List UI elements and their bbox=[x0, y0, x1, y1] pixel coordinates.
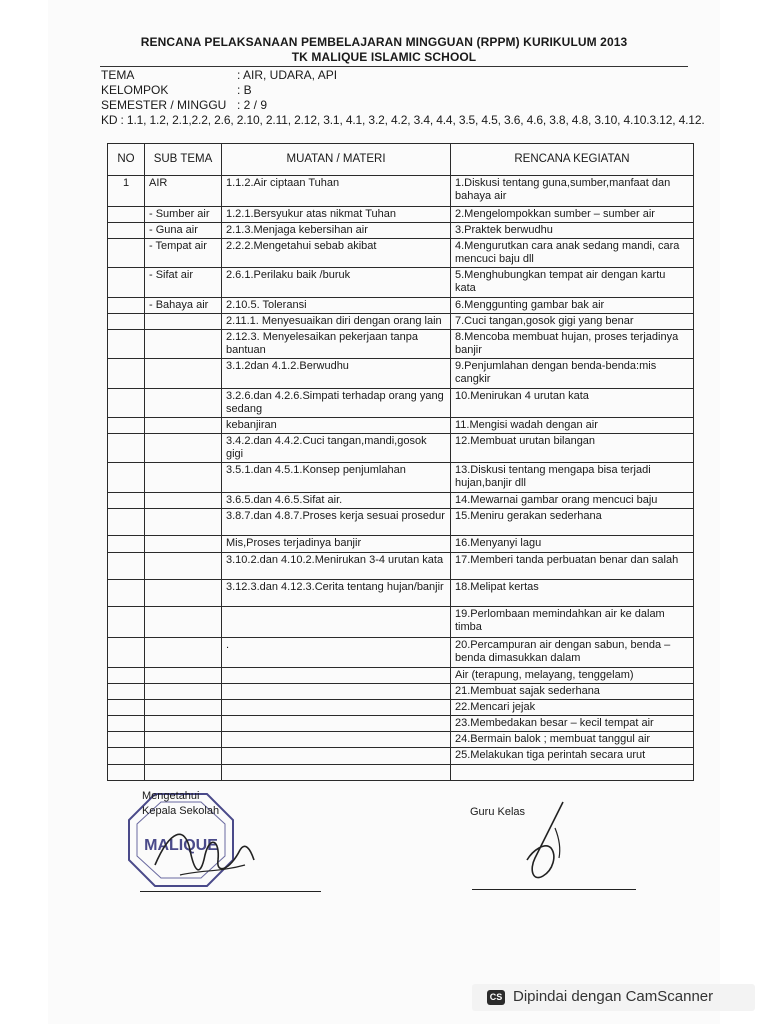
cell-rencana: 6.Menggunting gambar bak air bbox=[451, 298, 694, 314]
cell-no bbox=[108, 389, 145, 418]
cell-rencana: 23.Membedakan besar – kecil tempat air bbox=[451, 716, 694, 732]
cell-no bbox=[108, 223, 145, 239]
kelompok-label: KELOMPOK bbox=[101, 83, 169, 97]
cell-sub: - Guna air bbox=[145, 223, 222, 239]
cell-muatan: 3.5.1.dan 4.5.1.Konsep penjumlahan bbox=[222, 463, 451, 493]
cell-sub bbox=[145, 748, 222, 765]
table-row bbox=[108, 732, 694, 748]
cell-rencana: 20.Percampuran air dengan sabun, benda – benda dimasukkan dalam bbox=[451, 638, 694, 668]
header-no: NO bbox=[108, 144, 145, 176]
cell-rencana: 7.Cuci tangan,gosok gigi yang benar bbox=[451, 314, 694, 330]
cell-muatan bbox=[222, 716, 451, 732]
cell-sub bbox=[145, 638, 222, 668]
cell-no bbox=[108, 207, 145, 223]
cell-no bbox=[108, 668, 145, 684]
cell-no bbox=[108, 607, 145, 638]
cell-rencana: 18.Melipat kertas bbox=[451, 580, 694, 607]
cell-no bbox=[108, 765, 145, 781]
cell-sub bbox=[145, 684, 222, 700]
mengetahui-label: Mengetahui bbox=[142, 790, 200, 802]
table-row bbox=[108, 176, 694, 207]
cell-no bbox=[108, 268, 145, 298]
table-row bbox=[108, 314, 694, 330]
table-row bbox=[108, 298, 694, 314]
document-title: RENCANA PELAKSANAAN PEMBELAJARAN MINGGUAN (RPPM) KURIKULUM 2013 bbox=[140, 35, 628, 49]
cell-rencana: 12.Membuat urutan bilangan bbox=[451, 434, 694, 463]
cell-rencana: 2.Mengelompokkan sumber – sumber air bbox=[451, 207, 694, 223]
cell-rencana: 17.Memberi tanda perbuatan benar dan salah bbox=[451, 553, 694, 580]
cell-rencana: 16.Menyanyi lagu bbox=[451, 536, 694, 553]
tema-value: : AIR, UDARA, API bbox=[237, 68, 338, 82]
table-row bbox=[108, 389, 694, 418]
cell-no bbox=[108, 638, 145, 668]
guru-kelas-label: Guru Kelas bbox=[470, 806, 526, 818]
cell-sub bbox=[145, 607, 222, 638]
table-row bbox=[108, 463, 694, 493]
cell-rencana: 1.Diskusi tentang guna,sumber,manfaat dan bahaya air bbox=[451, 176, 694, 207]
cell-muatan: 3.8.7.dan 4.8.7.Proses kerja sesuai prosedur bbox=[222, 509, 451, 536]
cell-sub: - Sifat air bbox=[145, 268, 222, 298]
cell-muatan bbox=[222, 732, 451, 748]
cell-sub bbox=[145, 553, 222, 580]
table-row bbox=[108, 553, 694, 580]
cell-no bbox=[108, 748, 145, 765]
cell-rencana: 19.Perlombaan memindahkan air ke dalam timba bbox=[451, 607, 694, 638]
cell-muatan bbox=[222, 684, 451, 700]
title-underline bbox=[100, 66, 688, 67]
cell-rencana: 22.Mencari jejak bbox=[451, 700, 694, 716]
cell-no bbox=[108, 434, 145, 463]
cell-muatan bbox=[222, 748, 451, 765]
cell-muatan: 2.2.2.Mengetahui sebab akibat bbox=[222, 239, 451, 268]
cell-muatan: 3.1.2dan 4.1.2.Berwudhu bbox=[222, 359, 451, 389]
cell-rencana: 10.Menirukan 4 urutan kata bbox=[451, 389, 694, 418]
cell-muatan bbox=[222, 765, 451, 781]
cell-sub bbox=[145, 732, 222, 748]
cell-muatan: 1.2.1.Bersyukur atas nikmat Tuhan bbox=[222, 207, 451, 223]
cell-muatan: 3.4.2.dan 4.4.2.Cuci tangan,mandi,gosok gigi bbox=[222, 434, 451, 463]
cell-no bbox=[108, 732, 145, 748]
table-row bbox=[108, 700, 694, 716]
principal-sign-line bbox=[140, 891, 321, 892]
table-row bbox=[108, 536, 694, 553]
table-row bbox=[108, 638, 694, 668]
cell-sub bbox=[145, 434, 222, 463]
table-row bbox=[108, 418, 694, 434]
cell-sub bbox=[145, 716, 222, 732]
plan-table bbox=[107, 143, 694, 781]
cell-muatan: 1.1.2.Air ciptaan Tuhan bbox=[222, 176, 451, 207]
cell-muatan: 3.12.3.dan 4.12.3.Cerita tentang hujan/banjir bbox=[222, 580, 451, 607]
cell-sub bbox=[145, 580, 222, 607]
cell-rencana: 21.Membuat sajak sederhana bbox=[451, 684, 694, 700]
table-row bbox=[108, 330, 694, 359]
cell-rencana: 5.Menghubungkan tempat air dengan kartu kata bbox=[451, 268, 694, 298]
table-row bbox=[108, 509, 694, 536]
table-row bbox=[108, 765, 694, 781]
camscanner-logo-icon: CS bbox=[487, 990, 505, 1005]
cell-no bbox=[108, 700, 145, 716]
cell-no bbox=[108, 493, 145, 509]
cell-muatan bbox=[222, 607, 451, 638]
cell-muatan: 3.6.5.dan 4.6.5.Sifat air. bbox=[222, 493, 451, 509]
cell-no bbox=[108, 463, 145, 493]
cell-muatan: 2.6.1.Perilaku baik /buruk bbox=[222, 268, 451, 298]
cell-muatan: Mis,Proses terjadinya banjir bbox=[222, 536, 451, 553]
cell-sub: - Tempat air bbox=[145, 239, 222, 268]
tema-label: TEMA bbox=[101, 68, 135, 82]
cell-sub bbox=[145, 330, 222, 359]
table-row bbox=[108, 716, 694, 732]
table-header-row bbox=[108, 144, 694, 176]
header-muatan: MUATAN / MATERI bbox=[222, 144, 451, 176]
table-row bbox=[108, 607, 694, 638]
cell-no bbox=[108, 239, 145, 268]
cell-muatan: 2.1.3.Menjaga kebersihan air bbox=[222, 223, 451, 239]
cell-sub bbox=[145, 314, 222, 330]
cell-muatan: 3.2.6.dan 4.2.6.Simpati terhadap orang yang sedang bbox=[222, 389, 451, 418]
cell-rencana bbox=[451, 765, 694, 781]
cell-sub bbox=[145, 668, 222, 684]
cell-rencana: 9.Penjumlahan dengan benda-benda:mis cangkir bbox=[451, 359, 694, 389]
cell-no bbox=[108, 536, 145, 553]
teacher-sign-line bbox=[472, 889, 636, 890]
camscanner-text: Dipindai dengan CamScanner bbox=[513, 988, 714, 1005]
semester-label: SEMESTER / MINGGU bbox=[101, 98, 227, 112]
cell-sub bbox=[145, 765, 222, 781]
cell-rencana: 11.Mengisi wadah dengan air bbox=[451, 418, 694, 434]
cell-rencana: 13.Diskusi tentang mengapa bisa terjadi hujan,banjir dll bbox=[451, 463, 694, 493]
cell-sub bbox=[145, 359, 222, 389]
cell-rencana: 4.Mengurutkan cara anak sedang mandi, cara mencuci baju dll bbox=[451, 239, 694, 268]
cell-rencana: 8.Mencoba membuat hujan, proses terjadinya banjir bbox=[451, 330, 694, 359]
cell-no bbox=[108, 509, 145, 536]
cell-no bbox=[108, 716, 145, 732]
table-row bbox=[108, 207, 694, 223]
table-row bbox=[108, 684, 694, 700]
table-row bbox=[108, 223, 694, 239]
kelompok-value: : B bbox=[237, 83, 252, 97]
cell-muatan: 2.10.5. Toleransi bbox=[222, 298, 451, 314]
cell-muatan: kebanjiran bbox=[222, 418, 451, 434]
cell-rencana: 3.Praktek berwudhu bbox=[451, 223, 694, 239]
cell-muatan: 2.12.3. Menyelesaikan pekerjaan tanpa bantuan bbox=[222, 330, 451, 359]
cell-rencana: 25.Melakukan tiga perintah secara urut bbox=[451, 748, 694, 765]
principal-signature bbox=[150, 820, 260, 890]
cell-sub bbox=[145, 493, 222, 509]
cell-no bbox=[108, 418, 145, 434]
table-row bbox=[108, 493, 694, 509]
cell-no: 1 bbox=[108, 176, 145, 207]
cell-no bbox=[108, 298, 145, 314]
cell-muatan: . bbox=[222, 638, 451, 668]
cell-rencana: 24.Bermain balok ; membuat tanggul air bbox=[451, 732, 694, 748]
table-row bbox=[108, 668, 694, 684]
cell-sub bbox=[145, 700, 222, 716]
cell-rencana: 14.Mewarnai gambar orang mencuci baju bbox=[451, 493, 694, 509]
table-row bbox=[108, 748, 694, 765]
cell-sub: - Bahaya air bbox=[145, 298, 222, 314]
header-sub-tema: SUB TEMA bbox=[145, 144, 222, 176]
semester-value: : 2 / 9 bbox=[237, 98, 268, 112]
table-row bbox=[108, 239, 694, 268]
cell-no bbox=[108, 330, 145, 359]
cell-sub bbox=[145, 418, 222, 434]
cell-no bbox=[108, 684, 145, 700]
kepala-sekolah-label: Kepala Sekolah bbox=[142, 805, 220, 817]
cell-muatan bbox=[222, 700, 451, 716]
cell-sub bbox=[145, 536, 222, 553]
table-row bbox=[108, 268, 694, 298]
cell-rencana: 15.Meniru gerakan sederhana bbox=[451, 509, 694, 536]
school-name: TK MALIQUE ISLAMIC SCHOOL bbox=[291, 50, 477, 64]
kd-list: KD : 1.1, 1.2, 2.1,2.2, 2.6, 2.10, 2.11, 2.12, 3.1, 4.1, 3.2, 4.2, 3.4, 4.4, 3.5, 4.5, 3.6, 4.6, 3.8, 4.8, 3.10, 4.10.3.12, 4.12. bbox=[101, 113, 705, 127]
cell-sub bbox=[145, 463, 222, 493]
table-row bbox=[108, 580, 694, 607]
cell-muatan: 2.11.1. Menyesuaikan diri dengan orang lain bbox=[222, 314, 451, 330]
teacher-signature bbox=[515, 798, 575, 888]
cell-no bbox=[108, 314, 145, 330]
cell-no bbox=[108, 580, 145, 607]
stamp-text: MALIQUE bbox=[144, 837, 218, 854]
cell-sub: - Sumber air bbox=[145, 207, 222, 223]
cell-no bbox=[108, 553, 145, 580]
cell-sub: AIR bbox=[145, 176, 222, 207]
cell-muatan: 3.10.2.dan 4.10.2.Menirukan 3-4 urutan kata bbox=[222, 553, 451, 580]
cell-sub bbox=[145, 389, 222, 418]
cell-rencana: Air (terapung, melayang, tenggelam) bbox=[451, 668, 694, 684]
cell-muatan bbox=[222, 668, 451, 684]
header-rencana: RENCANA KEGIATAN bbox=[451, 144, 694, 176]
cell-no bbox=[108, 359, 145, 389]
cell-sub bbox=[145, 509, 222, 536]
table-row bbox=[108, 359, 694, 389]
table-row bbox=[108, 434, 694, 463]
